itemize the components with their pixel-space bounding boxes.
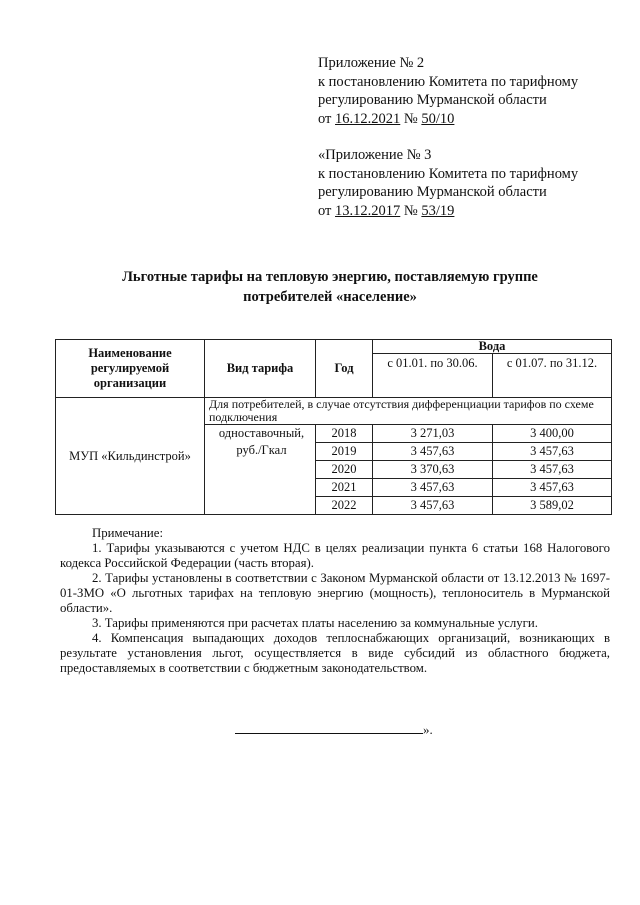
notes-section: [60, 526, 610, 676]
appendix-3-line3: регулированию Мурманской области: [318, 184, 547, 200]
row-period1-value: 3 370,63: [373, 461, 493, 479]
appendix-2-date: 16.12.2021: [335, 110, 401, 127]
appendix-2-line1: Приложение № 2: [318, 55, 425, 71]
closing-line: [235, 721, 433, 738]
row-period2-value: 3 589,02: [493, 497, 612, 515]
appendix-3-no-sign: №: [400, 202, 422, 219]
appendix-3-number: 53/19: [421, 202, 455, 219]
row-period1-value: 3 457,63: [373, 497, 493, 515]
appendix-2-header: [318, 54, 578, 128]
row-period1-value: 3 271,03: [373, 425, 493, 443]
appendix-3-date: 13.12.2017: [335, 202, 401, 219]
header-period2: с 01.07. по 31.12.: [493, 354, 612, 398]
appendix-2-line2: к постановлению Комитета по тарифному: [318, 73, 579, 90]
appendix-3-line4: [318, 202, 578, 221]
appendix-2-number: 50/10: [421, 110, 455, 127]
row-period2-value: 3 400,00: [493, 425, 612, 443]
row-year: 2021: [316, 479, 373, 497]
row-period1-value: 3 457,63: [373, 443, 493, 461]
blank-line: [235, 721, 423, 734]
appendix-3-line1: «Приложение № 3: [318, 147, 432, 163]
appendix-3-from: от: [318, 202, 336, 219]
appendix-2-line3: регулированию Мурманской области: [318, 92, 547, 108]
notes-heading: Примечание:: [92, 526, 163, 540]
header-tariff-type: Вид тарифа: [205, 340, 316, 398]
row-year: 2022: [316, 497, 373, 515]
row-year: 2020: [316, 461, 373, 479]
appendix-2-line4: [318, 110, 578, 129]
appendix-3-line2: к постановлению Комитета по тарифному: [318, 165, 579, 182]
org-name: МУП «Кильдинстрой»: [56, 398, 205, 515]
header-water: Вода: [373, 340, 612, 354]
document-title: [60, 267, 600, 307]
appendix-3-header: [318, 146, 578, 220]
title-line1: Льготные тарифы на тепловую энергию, поставляемую группе: [122, 269, 538, 285]
note-item: 1. Тарифы указываются с учетом НДС в целях реализации пункта 6 статьи 168 Налогового кодекса Российской Федерации (часть вторая).: [60, 541, 610, 570]
title-line2: потребителей «население»: [243, 289, 417, 305]
row-period2-value: 3 457,63: [493, 461, 612, 479]
row-period2-value: 3 457,63: [493, 479, 612, 497]
note-item: 3. Тарифы применяются при расчетах платы населению за коммунальные услуги.: [92, 616, 538, 630]
row-year: 2018: [316, 425, 373, 443]
row-period2-value: 3 457,63: [493, 443, 612, 461]
row-year: 2019: [316, 443, 373, 461]
row-period1-value: 3 457,63: [373, 479, 493, 497]
tariff-table: [55, 339, 612, 515]
note-item: 4. Компенсация выпадающих доходов теплоснабжающих организаций, возникающих в результате установления льгот, осуществляется в виде субсидий из областного бюджета, предоставляемых в соответствии с бюджетным законодательством.: [60, 631, 610, 675]
tariff-kind: одноставочный, руб./Гкал: [205, 425, 316, 515]
note-item: 2. Тарифы установлены в соответствии с Законом Мурманской области от 13.12.2013 № 1697-01-ЗМО «О льготных тарифах на тепловую энергию (мощность), теплоноситель в Мурманской области».: [60, 571, 610, 615]
group-note: Для потребителей, в случае отсутствия дифференциации тарифов по схеме подключения: [205, 398, 612, 425]
header-period1: с 01.01. по 30.06.: [373, 354, 493, 398]
header-year: Год: [316, 340, 373, 398]
closing-mark: ».: [423, 722, 433, 737]
appendix-2-from: от: [318, 110, 336, 127]
appendix-2-no-sign: №: [400, 110, 422, 127]
header-org: Наименование регулируемой организации: [56, 340, 205, 398]
